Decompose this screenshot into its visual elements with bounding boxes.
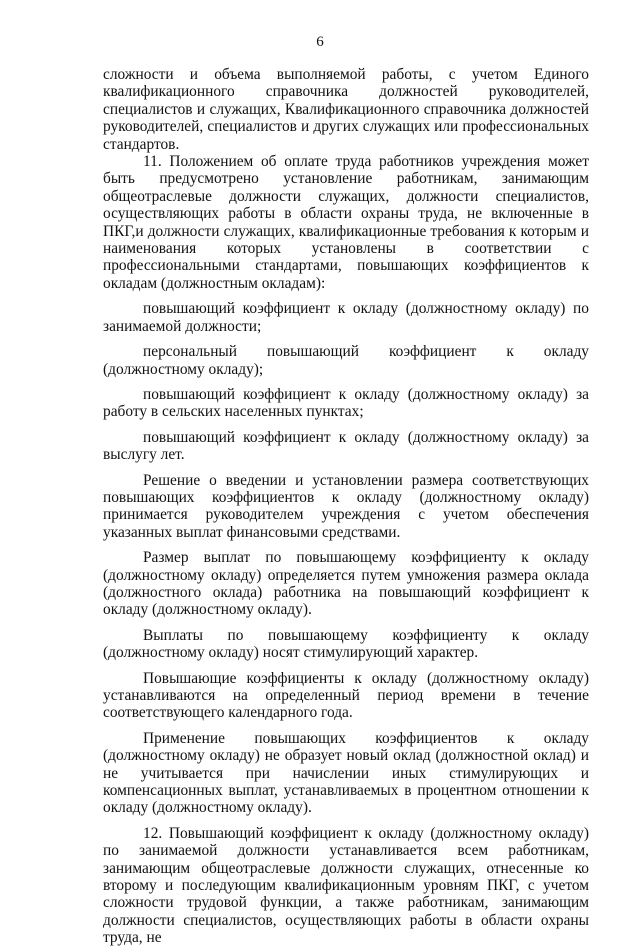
paragraph-continuation: сложности и объема выполняемой работы, с учетом Единого квалификационного справочника должностей руководителей, специалистов и служащих, Квалификационного справочника должностей руководителей, специалистов и других служащих или профессиональных стандартов.	[103, 66, 589, 153]
paragraph-clause-12: 12. Повышающий коэффициент к окладу (должностному окладу) по занимаемой должности устанавливается всем работникам, занимающим общеотраслевые должности служащих, отнесенные ко второму и последующим квалификационным уровням ПКГ, с учетом сложности трудовой функции, а также работникам, занимающим должности специалистов, осуществляющих работы в области охраны труда, не	[103, 824, 589, 947]
paragraph-stimulating: Выплаты по повышающему коэффициенту к окладу (должностному окладу) носят стимулирующий характер.	[103, 626, 589, 662]
document-body	[103, 66, 589, 947]
list-item-coefficient-rural: повышающий коэффициент к окладу (должностному окладу) за работу в сельских населенных пунктах;	[103, 385, 589, 421]
list-item-coefficient-seniority: повышающий коэффициент к окладу (должностному окладу) за выслугу лет.	[103, 428, 589, 464]
paragraph-clause-11: 11. Положением об оплате труда работников учреждения может быть предусмотрено установление работникам, занимающим общеотраслевые должности служащих, должности специалистов, осуществляющих работы в области охраны труда, не включенные в ПКГ,и должности служащих, квалификационные требования к которым и наименования которых установлены в соответствии с профессиональными стандартами, повышающих коэффициентов к окладам (должностным окладам):	[103, 153, 589, 292]
paragraph-period: Повышающие коэффициенты к окладу (должностному окладу) устанавливаются на определенный период времени в течение соответствующего календарного года.	[103, 669, 589, 722]
paragraph-decision: Решение о введении и установлении размера соответствующих повышающих коэффициентов к окладу (должностному окладу) принимается руководителем учреждения с учетом обеспечения указанных выплат финансовыми средствами.	[103, 471, 589, 541]
paragraph-payment-size: Размер выплат по повышающему коэффициенту к окладу (должностному окладу) определяется путем умножения размера оклада (должностного оклада) работника на повышающий коэффициент к окладу (должностному окладу).	[103, 549, 589, 619]
page-number: 6	[316, 34, 324, 50]
list-item-coefficient-position: повышающий коэффициент к окладу (должностному окладу) по занимаемой должности;	[103, 300, 589, 335]
list-item-coefficient-personal: персональный повышающий коэффициент к окладу (должностному окладу);	[103, 343, 589, 378]
paragraph-application: Применение повышающих коэффициентов к окладу (должностному окладу) не образует новый оклад (должностной оклад) и не учитывается при начислении иных стимулирующих и компенсационных выплат, устанавливаемых в процентном отношении к окладу (должностному окладу).	[103, 729, 589, 817]
